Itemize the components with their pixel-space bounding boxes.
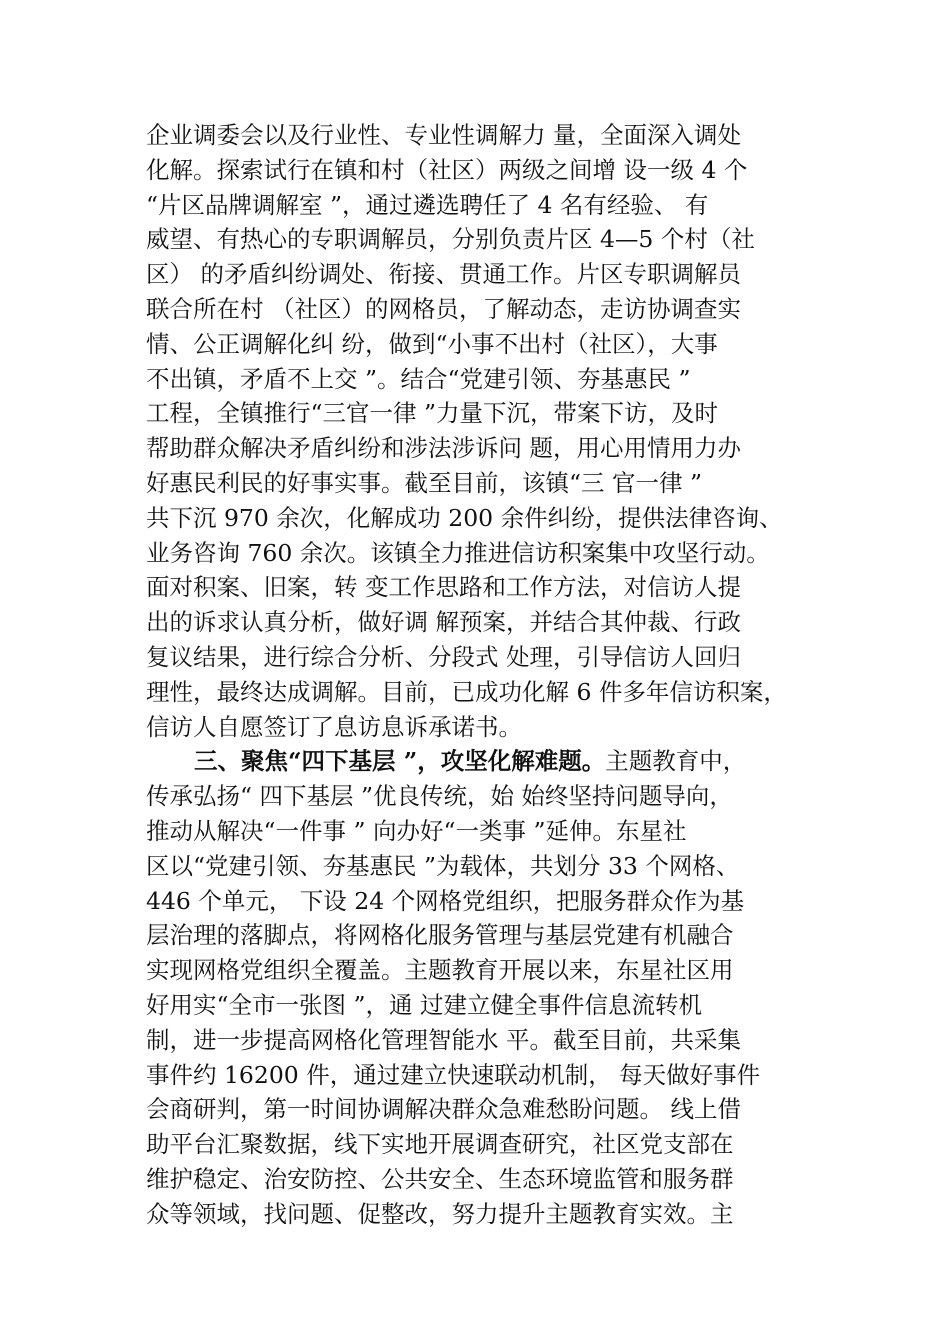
text-line: 情、公正调解化纠 纷，做到“小事不出村（社区），大事 xyxy=(146,329,718,358)
text-line: 实现网格党组织全覆盖。主题教育开展以来，东星社区用 xyxy=(146,956,734,985)
text-line: 企业调委会以及行业性、专业性调解力 量，全面深入调处 xyxy=(146,121,741,149)
text-line: 威望、有热心的专职调解员，分别负责片区 4—5 个村（社 xyxy=(146,225,755,254)
text-line: 共下沉 970 余次，化解成功 200 余件纠纷，提供法律咨询、 xyxy=(146,503,783,532)
text-line: 区） 的矛盾纠纷调处、衔接、贯通工作。片区专职调解员 xyxy=(146,260,741,289)
text-line: 面对积案、旧案，转 变工作思路和工作方法，对信访人提 xyxy=(146,573,741,602)
body-text xyxy=(146,118,818,1232)
text-line: 助平台汇聚数据，线下实地开展调查研究，社区党支部在 xyxy=(146,1130,734,1159)
text-line: “片区品牌调解室 ”，通过遴选聘任了 4 名有经验、 有 xyxy=(146,190,709,219)
section-heading-line xyxy=(146,744,818,779)
text-line: 出的诉求认真分析，做好调 解预案，并结合其仲裁、行政 xyxy=(146,608,741,637)
text-line: 维护稳定、治安防控、公共安全、生态环境监管和服务群 xyxy=(146,1164,734,1193)
text-line: 众等领域，找问题、促整改，努力提升主题教育实效。主 xyxy=(146,1199,734,1228)
text-line: 信访人自愿签订了息访息诉承诺书。 xyxy=(146,712,522,741)
text-line: 化解。探索试行在镇和村（社区）两级之间增 设一级 4 个 xyxy=(146,155,748,184)
text-line: 复议结果，进行综合分析、分段式 处理，引导信访人回归 xyxy=(146,642,741,671)
text-line: 不出镇，矛盾不上交 ”。结合“党建引领、夯基惠民 ” xyxy=(146,364,691,393)
section-heading: 三、聚焦“四下基层 ”，攻坚化解难题。 xyxy=(194,747,606,776)
text-line: 理性，最终达成调解。目前，已成功化解 6 件多年信访积案， xyxy=(146,677,787,706)
text-line: 联合所在村 （社区）的网格员，了解动态，走访协调查实 xyxy=(146,294,741,323)
text-line: 帮助群众解决矛盾纠纷和涉法涉诉问 题，用心用情用力办 xyxy=(146,434,741,463)
text-line: 推动从解决“一件事 ” 向办好“一类事 ”延伸。东星社 xyxy=(146,816,687,845)
text-line: 区以“党建引领、夯基惠民 ”为载体，共划分 33 个网格、 xyxy=(146,851,740,880)
text-line: 制，进一步提高网格化管理智能水 平。截至目前，共采集 xyxy=(146,1025,741,1054)
text-line: 传承弘扬“ 四下基层 ”优良传统，始 始终坚持问题导向， xyxy=(146,782,733,811)
text-line: 业务咨询 760 余次。该镇全力推进信访积案集中攻坚行动。 xyxy=(146,538,770,567)
section-heading-tail: 主题教育中， xyxy=(605,747,747,776)
text-line: 层治理的落脚点，将网格化服务管理与基层党建有机融合 xyxy=(146,921,734,950)
text-line: 会商研判，第一时间协调解决群众急难愁盼问题。 线上借 xyxy=(146,1095,741,1124)
text-line: 446 个单元， 下设 24 个网格党组织，把服务群众作为基 xyxy=(146,886,745,915)
text-line: 好用实“全市一张图 ”，通 过建立健全事件信息流转机 xyxy=(146,990,702,1019)
text-line: 好惠民利民的好事实事。截至目前，该镇“三 官一律 ” xyxy=(146,468,702,497)
text-line: 事件约 16200 件，通过建立快速联动机制， 每天做好事件 xyxy=(146,1060,761,1089)
text-line: 工程，全镇推行“三官一律 ”力量下沉，带案下访，及时 xyxy=(146,399,718,428)
